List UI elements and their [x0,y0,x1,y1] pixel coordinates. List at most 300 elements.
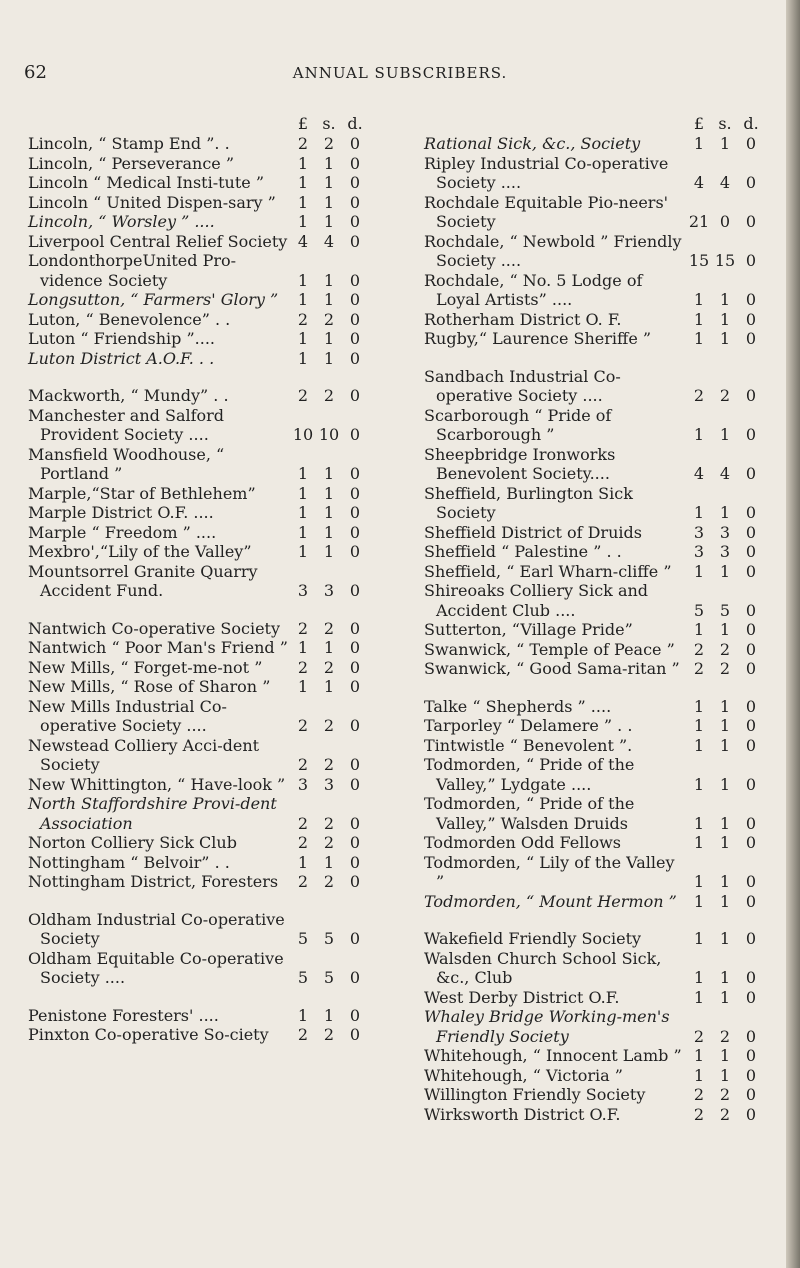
pounds-amount: 2 [297,1025,309,1044]
pence-amount: 0 [349,542,361,561]
subscriber-entry [424,581,764,620]
shillings-amount: 1 [323,153,335,173]
subscriber-name: New Mills, “ Forget-me-not ” [28,657,263,677]
pence-amount: 0 [745,1026,757,1046]
subscriber-name: Shireoaks Colliery Sick and Accident Club .... [424,581,649,620]
pounds-amount: 1 [693,872,705,891]
pounds-amount: 5 [297,968,309,987]
pence-amount: 0 [745,1046,757,1065]
shillings-amount: 5 [323,968,335,987]
subscriber-entry [424,620,764,640]
subscriber-entry [424,853,764,892]
shillings-amount: 1 [719,774,731,794]
subscriber-name: Sheffield, Burlington Sick Society [424,483,633,522]
pounds-amount: 2 [297,716,309,735]
subscriber-name: Rational Sick, &c., Society [424,134,641,153]
pence-amount: 0 [349,618,361,638]
right-column [424,114,764,1124]
pounds-amount: 1 [693,929,705,948]
subscriber-entry [424,1085,764,1105]
pounds-amount: 1 [693,833,705,852]
pounds-amount: 1 [693,620,705,639]
pence-amount: 0 [745,600,757,620]
pence-label: d. [743,114,759,133]
subscriber-name: Sandbach Industrial Co-operative Society .... [424,366,621,405]
pounds-amount: 1 [693,716,705,735]
subscriber-name: Longsutton, “ Farmers' Glory ” [28,290,279,309]
subscriber-entry [28,677,368,697]
shillings-amount: 1 [323,348,335,368]
subscriber-name: Rochdale Equitable Pio-neers' Society [424,192,669,231]
pence-amount: 0 [745,251,757,270]
pounds-amount: 1 [693,735,705,755]
shillings-amount: 1 [719,1065,731,1085]
subscriber-name: Todmorden, “ Lily of the Valley ” [424,852,675,891]
pence-amount: 0 [349,677,361,696]
subscriber-entry [424,949,764,988]
subscriber-name: Willington Friendly Society [424,1085,646,1104]
subscriber-entry [28,638,368,658]
pence-amount: 0 [349,329,361,348]
pounds-amount: 2 [693,1026,705,1046]
shillings-amount: 1 [323,483,335,503]
subscriber-entry [28,173,368,193]
subscriber-name: Scarborough “ Pride of Scarborough ” [424,405,612,444]
pounds-amount: 1 [693,561,705,581]
shillings-amount: 5 [323,929,335,948]
subscriber-entry [28,910,368,949]
shillings-amount: 2 [719,1026,731,1046]
pounds-amount: 1 [693,290,705,309]
subscriber-name: Lincoln, “ Stamp End ”. . [28,134,230,153]
subscriber-entry [28,386,368,406]
subscriber-entry [424,833,764,853]
pounds-amount: 1 [693,425,705,444]
subscriber-name: Marple “ Freedom ” .... [28,522,217,542]
subscriber-entry [28,329,368,349]
pounds-amount: 10 [292,425,314,444]
subscriber-name: Sheffield District of Druids [424,522,642,542]
pounds-amount: 1 [693,309,705,329]
pence-amount: 0 [349,134,361,153]
pounds-amount: 1 [297,173,309,192]
subscriber-name: North Staffordshire Provi-dent Association [28,794,277,833]
subscriber-entry [28,310,368,330]
shillings-amount: 2 [719,386,731,405]
shillings-amount: 2 [323,813,335,833]
pence-amount: 0 [745,639,757,659]
subscriber-entry [424,542,764,562]
subscriber-entry [28,232,368,252]
pounds-amount: 3 [297,581,309,600]
subscriber-entry [28,794,368,833]
shillings-amount: 1 [323,503,335,522]
subscriber-entry [28,406,368,445]
subscriber-entry [424,1105,764,1125]
shillings-amount: 2 [719,659,731,678]
subscriber-entry [424,484,764,523]
subscriber-entry [28,251,368,290]
shillings-amount: 1 [719,425,731,444]
pence-amount: 0 [349,464,361,483]
shillings-amount: 2 [719,639,731,659]
pounds-amount: 1 [693,968,705,987]
subscriber-name: Nantwich Co-operative Society [28,618,280,638]
pence-amount: 0 [745,774,757,794]
subscriber-name: Nottingham “ Belvoir” . . [28,852,230,872]
subscriber-entry [424,134,764,154]
pence-amount: 0 [349,774,361,794]
pence-amount: 0 [349,231,361,251]
shillings-amount: 1 [719,329,731,348]
pence-amount: 0 [745,716,757,735]
pounds-amount: 1 [297,153,309,173]
subscriber-entry [424,329,764,349]
subscriber-entry [28,833,368,853]
pence-amount: 0 [349,755,361,774]
subscriber-name: Wakefield Friendly Society [424,929,642,948]
pounds-amount: 5 [297,929,309,948]
pence-amount: 0 [349,270,361,290]
subscriber-name: Sheepbridge Ironworks Benevolent Society.... [424,444,616,483]
subscriber-entry [424,929,764,949]
subscriber-name: Marple,“Star of Bethlehem” [28,483,256,503]
shillings-amount: 2 [323,618,335,638]
pounds-amount: 2 [693,386,705,405]
shillings-amount: 3 [323,774,335,794]
subscriber-name: Penistone Foresters' .... [28,1005,219,1025]
pounds-amount: 2 [297,813,309,833]
subscriber-entry [28,619,368,639]
subscriber-entry [424,794,764,833]
subscriber-name: Luton “ Friendship ”.... [28,329,216,348]
subscriber-name: LondonthorpeUnited Pro-vidence Society [28,251,237,290]
pence-amount: 0 [349,153,361,173]
subscriber-name: Manchester and Salford Provident Society .... [28,405,225,444]
pence-amount: 0 [745,425,757,444]
pence-amount: 0 [745,329,757,348]
pounds-amount: 1 [297,677,309,696]
subscriber-name: Lincoln, “ Perseverance ” [28,153,235,173]
shillings-amount: 1 [719,309,731,329]
pounds-amount: 21 [688,212,710,231]
subscriber-entry [424,892,764,912]
pounds-amount: 2 [693,1104,705,1124]
pounds-amount: 2 [297,134,309,153]
subscriber-entry [424,445,764,484]
shillings-amount: 2 [719,1085,731,1104]
shillings-amount: 2 [323,872,335,891]
subscriber-entry [424,406,764,445]
shillings-amount: 1 [719,987,731,1007]
pounds-amount: 1 [297,852,309,872]
pence-amount: 0 [349,483,361,503]
pence-amount: 0 [349,386,361,405]
shillings-amount: 1 [323,852,335,872]
subscriber-name: Talke “ Shepherds ” .... [424,696,612,716]
pence-amount: 0 [349,813,361,833]
pence-amount: 0 [349,309,361,329]
subscriber-name: Todmorden, “ Pride of the Valley,” Walsden Druids [424,794,635,833]
pounds-amount: 4 [693,173,705,192]
subscriber-name: Mexbro',“Lily of the Valley” [28,542,252,561]
subscriber-name: New Mills Industrial Co-operative Society .... [28,696,227,735]
subscriber-name: Whitehough, “ Victoria ” [424,1065,623,1085]
shillings-amount: 2 [323,716,335,735]
subscriber-name: Mansfield Woodhouse, “ Portland ” [28,444,225,483]
subscriber-entry [28,349,368,369]
pounds-amount: 1 [297,192,309,212]
shillings-amount: 2 [719,1104,731,1124]
shillings-amount: 1 [323,542,335,561]
pounds-amount: 2 [297,657,309,677]
pence-amount: 0 [349,852,361,872]
subscriber-name: Wirksworth District O.F. [424,1104,621,1124]
shillings-amount: 1 [719,134,731,153]
subscriber-name: Rugby,“ Laurence Sheriffe ” [424,329,652,348]
pence-amount: 0 [745,1085,757,1104]
shillings-amount: 3 [719,542,731,561]
pence-amount: 0 [745,968,757,987]
subscriber-name: New Mills, “ Rose of Sharon ” [28,677,271,696]
subscriber-entry [28,290,368,310]
shillings-amount: 1 [719,561,731,581]
pounds-amount: 1 [693,1046,705,1065]
shillings-amount: 2 [323,833,335,852]
pence-amount: 0 [349,522,361,542]
left-column [28,114,368,1045]
subscriber-entry [28,872,368,892]
pence-amount: 0 [745,659,757,678]
pence-amount: 0 [349,290,361,309]
pence-amount: 0 [349,657,361,677]
subscriber-entry [28,193,368,213]
pounds-amount: 1 [297,212,309,231]
section-gap [28,988,368,1006]
pounds-amount: 1 [693,987,705,1007]
shillings-amount: 1 [323,290,335,309]
subscriber-entry [424,659,764,679]
subscriber-name: Whaley Bridge Working-men's Friendly Society [424,1007,670,1046]
pence-amount: 0 [745,696,757,716]
subscriber-entry [424,271,764,310]
subscriber-name: Lincoln, “ Worsley ” .... [28,212,215,231]
shillings-amount: 2 [323,1025,335,1044]
pence-amount: 0 [745,1065,757,1085]
subscriber-name: Walsden Church School Sick, &c., Club [424,948,662,987]
pence-amount: 0 [349,425,361,444]
pence-amount: 0 [745,813,757,833]
pence-amount: 0 [745,833,757,852]
pounds-amount: 1 [297,638,309,657]
pounds-amount: 1 [297,329,309,348]
pence-amount: 0 [349,872,361,891]
pounds-amount: 2 [297,872,309,891]
subscriber-name: Nottingham District, Foresters [28,872,279,891]
pence-amount: 0 [745,290,757,309]
subscriber-name: Tintwistle “ Benevolent ”. [424,735,633,755]
shillings-amount: 2 [323,657,335,677]
pounds-amount: 1 [693,1065,705,1085]
subscriber-entry [28,697,368,736]
section-gap [28,601,368,619]
subscriber-name: Rochdale, “ Newbold ” Friendly Society .... [424,231,682,270]
shilling-label: s. [322,114,336,133]
subscriber-entry [424,988,764,1008]
shillings-amount: 1 [719,833,731,852]
pounds-amount: 1 [297,270,309,290]
subscriber-name: Lincoln “ Medical Insti-tute ” [28,173,265,192]
subscriber-name: Newstead Colliery Acci-dent Society [28,735,260,774]
pounds-amount: 5 [693,600,705,620]
pounds-amount: 1 [693,696,705,716]
subscriber-name: Mountsorrel Granite Quarry Accident Fund. [28,561,258,600]
pounds-amount: 15 [688,251,710,270]
subscriber-entry [28,503,368,523]
pence-amount: 0 [349,968,361,987]
pence-amount: 0 [745,309,757,329]
page-header: ANNUAL SUBSCRIBERS. [292,64,508,82]
pence-amount: 0 [349,1025,361,1044]
shillings-amount: 1 [719,813,731,833]
pounds-amount: 3 [297,774,309,794]
pounds-amount: 2 [693,1085,705,1104]
subscriber-entry [424,1007,764,1046]
pound-label: £ [693,114,705,133]
shillings-amount: 1 [323,1005,335,1025]
pence-amount: 0 [745,1104,757,1124]
subscriber-entry [424,310,764,330]
pence-amount: 0 [745,872,757,891]
pence-amount: 0 [349,833,361,852]
subscriber-entry [28,949,368,988]
shillings-amount: 1 [719,735,731,755]
shillings-amount: 5 [719,600,731,620]
pounds-amount: 1 [297,1005,309,1025]
shillings-amount: 1 [323,212,335,231]
shillings-amount: 2 [323,386,335,405]
pounds-amount: 1 [297,503,309,522]
pence-amount: 0 [349,1005,361,1025]
pence-amount: 0 [745,735,757,755]
subscriber-entry [28,736,368,775]
subscriber-name: Todmorden Odd Fellows [424,833,622,852]
subscriber-entry [424,193,764,232]
pounds-amount: 4 [297,231,309,251]
shillings-amount: 1 [323,329,335,348]
subscriber-name: Pinxton Co-operative So-ciety [28,1025,269,1044]
shillings-amount: 3 [719,522,731,542]
subscriber-name: Tarporley “ Delamere ” . . [424,716,633,735]
shillings-amount: 1 [719,1046,731,1065]
pence-amount: 0 [745,542,757,561]
pounds-amount: 2 [693,659,705,678]
pounds-amount: 2 [297,833,309,852]
shillings-amount: 1 [719,929,731,948]
subscriber-name: Lincoln “ United Dispen-sary ” [28,192,276,212]
subscriber-name: Liverpool Central Relief Society [28,231,288,251]
pence-amount: 0 [745,522,757,542]
pence-amount: 0 [745,620,757,639]
section-gap [424,349,764,367]
shillings-amount: 4 [323,231,335,251]
pence-amount: 0 [349,212,361,231]
shillings-amount: 1 [323,522,335,542]
pence-amount: 0 [745,134,757,153]
subscriber-name: Ripley Industrial Co-operative Society .... [424,153,669,192]
pence-amount: 0 [745,464,757,483]
pence-amount: 0 [349,638,361,657]
shillings-amount: 4 [719,173,731,192]
pounds-amount: 2 [297,309,309,329]
subscriber-entry [28,212,368,232]
section-gap [28,892,368,910]
subscriber-name: Norton Colliery Sick Club [28,833,237,852]
shillings-amount: 2 [323,309,335,329]
subscriber-entry [424,523,764,543]
subscriber-name: West Derby District O.F. [424,987,620,1007]
subscriber-entry [28,542,368,562]
section-gap [424,679,764,697]
pence-amount: 0 [745,212,757,231]
subscriber-entry [424,697,764,717]
subscriber-entry [28,484,368,504]
subscriber-name: New Whittington, “ Have-look ” [28,774,286,794]
subscriber-entry [28,523,368,543]
section-gap [28,368,368,386]
subscriber-entry [28,658,368,678]
subscriber-name: Whitehough, “ Innocent Lamb ” [424,1046,682,1065]
shillings-amount: 1 [719,290,731,309]
subscriber-name: Swanwick, “ Good Sama-ritan ” [424,659,680,678]
shillings-amount: 1 [719,872,731,891]
page-edge [786,0,800,1268]
shillings-amount: 2 [323,134,335,153]
subscriber-name: Sheffield, “ Earl Wharn-cliffe ” [424,561,672,581]
pounds-amount: 2 [297,618,309,638]
pounds-amount: 4 [693,464,705,483]
subscriber-entry [424,640,764,660]
section-gap [424,911,764,929]
pence-amount: 0 [349,192,361,212]
subscriber-entry [28,154,368,174]
pence-amount: 0 [349,716,361,735]
shillings-amount: 1 [323,192,335,212]
subscriber-entry [424,1046,764,1066]
shillings-amount: 1 [719,968,731,987]
subscriber-name: Luton, “ Benevolence” . . [28,309,231,329]
shillings-amount: 1 [719,696,731,716]
shillings-amount: 15 [714,251,736,270]
shillings-amount: 1 [323,677,335,696]
subscriber-name: Rochdale, “ No. 5 Lodge of Loyal Artists” .... [424,270,643,309]
shillings-amount: 3 [323,581,335,600]
pounds-amount: 1 [693,774,705,794]
pence-amount: 0 [349,503,361,522]
pound-label: £ [297,114,309,133]
subscriber-entry [424,562,764,582]
subscriber-entry [28,134,368,154]
currency-header [424,114,764,134]
subscriber-entry [424,736,764,756]
pence-label: d. [347,114,363,133]
pence-amount: 0 [745,891,757,911]
shillings-amount: 2 [323,755,335,774]
pence-amount: 0 [745,929,757,948]
subscriber-name: Mackworth, “ Mundy” . . [28,386,229,405]
currency-header [28,114,368,134]
subscriber-entry [28,1025,368,1045]
